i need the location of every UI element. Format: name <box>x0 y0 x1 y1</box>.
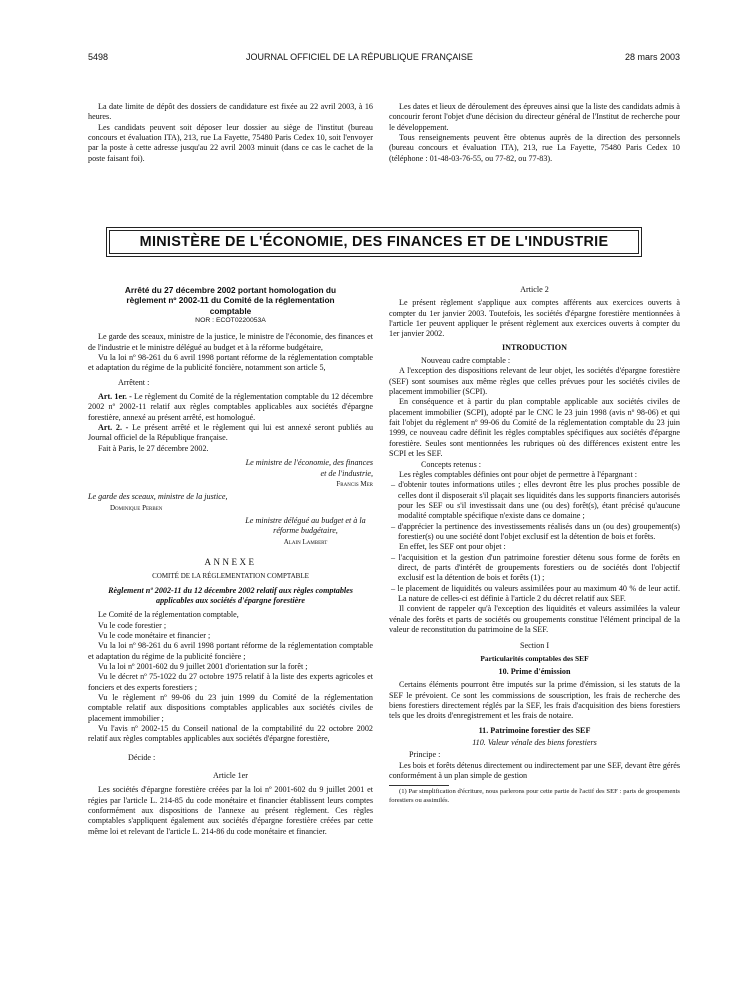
ministry-banner <box>106 227 642 257</box>
bullet-item: – le placement de liquidités ou valeurs assimilées pour au maximum 40 % de leur actif. La nature de celles-ci est définie à l'article 2 du décret relatif aux SEF. <box>391 583 680 603</box>
signatory-name: Alain Lambert <box>283 537 328 546</box>
article-2-label: Art. 2. - <box>98 423 129 433</box>
subheading: Principe : <box>409 750 441 760</box>
regulation-title: Règlement nº 2002-11 du 12 décembre 2002 relatif aux règles comptables applicables aux sociétés d'épargne forestière <box>108 585 353 605</box>
signatory-name: Francis Mer <box>336 479 373 488</box>
subsection-heading: 10. Prime d'émission <box>498 667 571 677</box>
recital: Vu le décret nº 75-1022 du 27 octobre 1975 relatif à la liste des experts agricoles et fonciers et des experts forestiers ; <box>88 672 373 692</box>
paragraph: Vu la loi nº 98-261 du 6 avril 1998 portant réforme de la réglementation comptable et adaptation du régime de la publicité foncière, notamment son article 5, <box>88 353 373 373</box>
signatory-title: Le garde des sceaux, ministre de la justice, <box>88 492 228 502</box>
paragraph: Le présent règlement s'applique aux comptes afférents aux exercices ouverts à compter du 1er janvier 2003. Toutefois, les sociétés d'épargne forestière mentionnées à l'article 1er peuvent appliquer le présent règlement aux exercices ouverts à compter du 1er janvier 2002. <box>389 298 680 339</box>
article-heading: Article 1er <box>213 771 248 781</box>
paragraph: Les bois et forêts détenus directement ou indirectement par une SEF, devant être gérés conformément à un plan simple de gestion <box>389 760 680 781</box>
paragraph: Le garde des sceaux, ministre de la justice, le ministre de l'économie, des finances et de l'industrie et le ministre délégué au budget et à la réforme budgétaire, <box>88 332 373 352</box>
nor-reference: NOR : ECOT0220053A <box>195 317 266 325</box>
section-title: Particularités comptables des SEF <box>480 653 589 663</box>
paragraph: En conséquence et à partir du plan comptable applicable aux sociétés civiles de placement immobilier (SCPI), adopté par le CNC le 23 juin 1998 (avis nº 98-06) et qui fait l'objet du règlement nº 99-06 du Comité de la réglementation comptable du 23 juin 1999, ce nouveau cadre définit les règles comptables spécifiques aux sociétés d'épargne forestière. Seules sont mentionnées les rubriques où des différences existent entre les SCPI et les SEF. <box>389 397 680 459</box>
paragraph: Tous renseignements peuvent être obtenus auprès de la direction des personnels (bureau concours et évaluation ITA), 213, rue La Fayette, 75480 Paris Cedex 10 (téléphone : 01-48-03-76-55, ou 77-82, ou 77-83). <box>389 133 680 163</box>
right-column <box>389 285 680 806</box>
paragraph: Les candidats peuvent soit déposer leur dossier au siège de l'institut (bureau concours et évaluation ITA), 213, rue La Fayette, 75480 Paris Cedex 10, soit l'envoyer par la poste à cette adresse jusqu'au 22 avril 2003 minuit (dans ce cas le cachet de la poste faisant foi). <box>88 122 373 163</box>
paragraph: La date limite de dépôt des dossiers de candidature est fixée au 22 avril 2003, à 16 heures. <box>88 102 373 122</box>
article-2-text: Le présent arrêté et le règlement qui lui est annexé seront publiés au Journal officiel de la République française. <box>88 423 374 443</box>
recital: Vu le code monétaire et financier ; <box>98 630 211 640</box>
section-heading: INTRODUCTION <box>501 342 567 352</box>
signature-place-date: Fait à Paris, le 27 décembre 2002. <box>98 443 209 453</box>
decide-label: Décide : <box>128 752 156 762</box>
annex-heading: ANNEXE <box>204 556 257 567</box>
top-left-column <box>88 102 373 164</box>
issue-date: 28 mars 2003 <box>624 52 680 62</box>
bullet-item: – d'apprécier la pertinence des investissements réalisés dans un (ou des) groupement(s) forestier(s) ou une société dont l'objet exclusif est la détention de bois et forêts. <box>391 521 680 541</box>
paragraph: Les dates et lieux de déroulement des épreuves ainsi que la liste des candidats admis à concourir feront l'objet d'une décision du directeur général de l'Institut de recherche pour le développement. <box>389 102 680 132</box>
recital: Vu l'avis nº 2002-15 du Conseil national de la comptabilité du 22 octobre 2002 relatif aux règles comptables applicables aux sociétés d'épargne forestière, <box>88 724 373 744</box>
article-1-label: Art. 1er. - <box>98 392 132 402</box>
recital: Vu le règlement nº 99-06 du 23 juin 1999 du Comité de la réglementation comptable relatif aux dispositions comptables applicables aux sociétés civiles de placement immobilier ; <box>88 693 373 723</box>
signatory-name: Dominique Perben <box>110 503 163 512</box>
paragraph: Il convient de rappeler qu'à l'exception des liquidités et valeurs assimilées la valeur vénale des forêts et parts de sociétés ou groupements constitue l'élément principal de la valeur de reconstitution du patrimoine de la SEF. <box>389 604 680 634</box>
paragraph: En effet, les SEF ont pour objet : <box>399 542 506 552</box>
article-2-paragraph <box>88 423 373 444</box>
paragraph: Les règles comptables définies ont pour objet de permettre à l'épargnant : <box>399 469 637 479</box>
article-heading: Article 2 <box>520 285 549 294</box>
page-header <box>88 52 680 64</box>
decree-title: Arrêté du 27 décembre 2002 portant homologation du règlement nº 2002-11 du Comité de la réglementation comptable <box>124 285 337 316</box>
recital: Vu la loi nº 98-261 du 6 avril 1998 portant réforme de la réglementation comptable et adaptation du régime de la publicité foncière ; <box>88 641 373 661</box>
signatory-title: Le ministre délégué au budget et à la réforme budgétaire, <box>245 515 366 536</box>
section-number: Section I <box>519 641 550 651</box>
recital: Vu la loi nº 2001-602 du 9 juillet 2001 d'orientation sur la forêt ; <box>98 662 308 671</box>
subheading: Nouveau cadre comptable : <box>421 356 511 366</box>
journal-title: JOURNAL OFFICIEL DE LA RÉPUBLIQUE FRANÇAISE <box>246 52 473 62</box>
article-1-paragraph <box>88 392 373 423</box>
recital: Vu le code forestier ; <box>98 620 167 630</box>
subsection-heading: 110. Valeur vénale des biens forestiers <box>472 738 597 748</box>
arretent-label: Arrêtent : <box>118 377 150 387</box>
paragraph: Les sociétés d'épargne forestière créées par la loi nº 2001-602 du 9 juillet 2001 et régies par l'article L. 214-85 du code monétaire et financier établissent leurs comptes conformément aux dispositions de l'annexe au présent règlement. Ces règles comptables s'appliquent également aux sociétés d'épargne forestière créées par cette même loi et relevant de l'article L. 214-86 du code monétaire et financier. <box>88 785 373 836</box>
bullet-item: – d'obtenir toutes informations utiles ; elles devront être les plus proches possible de celles dont il disposerait s'il plaçait ses liquidités dans les supports financiers autorisés pour les SEF ou s'il investissait dans une (ou des) forêt(s), étant précisé qu'aucune modalité comptable spécifique n'existe dans ce domaine ; <box>391 480 680 521</box>
paragraph: A l'exception des dispositions relevant de leur objet, les sociétés d'épargne forestière (SEF) sont soumises aux même règles que celles prévues pour les sociétés civiles de placement immobilier (SCPI). <box>389 366 680 397</box>
bullet-item: – l'acquisition et la gestion d'un patrimoine forestier détenu sous forme de forêts en direct, de parts d'intérêt de groupements forestiers ou de sociétés dont l'objectif exclusif est la détention de bois et forêts (1) ; <box>391 552 680 583</box>
subheading: Concepts retenus : <box>421 459 482 469</box>
left-column <box>88 285 373 837</box>
paragraph: Certains éléments pourront être imputés sur la prime d'émission, si les statuts de la SEF le prévoient. Ce sont les commissions de souscription, les frais de recherche des biens forestiers directement réglés par la SEF, les frais d'acquisition des biens forestiers tels que les droits d'enregistrement et les frais de notaire. <box>389 680 680 721</box>
top-right-column <box>389 102 680 164</box>
committee-heading: COMITÉ DE LA RÉGLEMENTATION COMPTABLE <box>152 572 309 581</box>
ministry-title: MINISTÈRE DE L'ÉCONOMIE, DES FINANCES ET DE L'INDUSTRIE <box>109 230 639 254</box>
subsection-heading: 11. Patrimoine forestier des SEF <box>478 725 591 735</box>
footnote-rule <box>389 785 449 786</box>
article-1-text: Le règlement du Comité de la réglementation comptable du 12 décembre 2002 nº 2002-11 relatif aux règles comptables applicables aux sociétés d'épargne forestière, annexé au présent arrêté, est homologué. <box>88 392 373 422</box>
recital: Le Comité de la réglementation comptable, <box>98 610 239 620</box>
signatory-title: Le ministre de l'économie, des finances et de l'industrie, <box>245 458 373 478</box>
page-number: 5498 <box>88 52 109 62</box>
footnote: (1) Par simplification d'écriture, nous parlerons pour cette partie de l'actif des SEF : parts de groupements forestiers ou assimilés. <box>389 788 680 805</box>
